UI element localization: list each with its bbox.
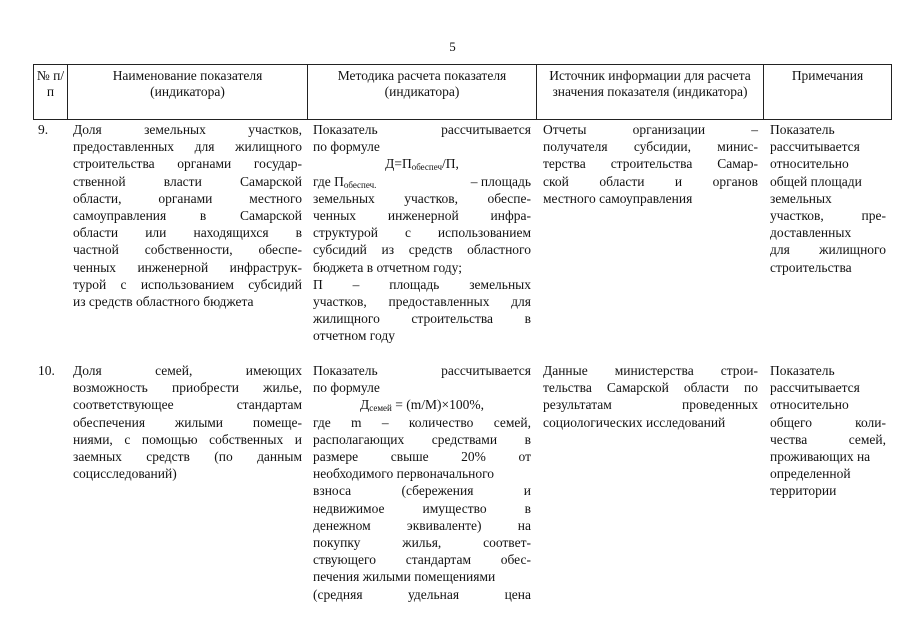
header-notes-label: Примечания <box>791 68 864 83</box>
note-line: общей площади <box>770 173 862 189</box>
name-line: турой с использованием субсидий <box>73 276 302 292</box>
note-line: Показатель <box>770 363 835 378</box>
header-method <box>307 64 537 120</box>
note-line: проживающих на <box>770 449 871 465</box>
method-line: ченных инженерной инфра- <box>313 208 531 224</box>
name-line: строительства органами государ- <box>73 156 302 172</box>
note-line: участков, пре- <box>770 208 886 224</box>
method-line: субсидий из средств областного <box>313 242 531 258</box>
source-line: результатам проведенных <box>543 397 758 413</box>
source-line: терства строительства Самар- <box>543 156 758 172</box>
formula-tail: /П, <box>442 156 459 172</box>
method-line: Показатель рассчитывается <box>313 363 531 378</box>
header-number-label: № п/п <box>36 68 65 99</box>
note-line: чества семей, <box>770 431 886 447</box>
row-9-source <box>543 121 758 207</box>
note-line: доставленных <box>770 225 852 241</box>
method-line <box>313 173 531 190</box>
method-line: покупку жилья, соответ- <box>313 535 531 551</box>
note-line: общего коли- <box>770 414 886 430</box>
header-method-label: Методика расчета показателя (индикатора) <box>337 68 507 99</box>
method-line: недвижимое имущество в <box>313 500 531 516</box>
name-line: Доля семей, имеющих <box>73 363 302 378</box>
method-line: Показатель рассчитывается <box>313 122 531 137</box>
name-line: из средств областного бюджета <box>73 294 254 310</box>
method-line: денежном эквиваленте) на <box>313 517 531 533</box>
formula-main: Д <box>360 397 370 413</box>
method-line: П – площадь земельных <box>313 276 531 292</box>
header-notes <box>763 64 892 120</box>
row-9-number: 9. <box>38 122 49 137</box>
row-10-method <box>313 362 531 603</box>
method-line: (средняя удельная цена <box>313 586 531 602</box>
name-line: ниями, с помощью собственных и <box>73 431 302 447</box>
header-indicator-name <box>67 64 308 120</box>
method-line: отчетном году <box>313 328 395 344</box>
method-line: участков, предоставленных для <box>313 294 531 310</box>
note-line: относительно <box>770 156 849 172</box>
row-9-indicator-name <box>73 121 302 310</box>
header-source-label: Источник информации для расчета значения показателя (индикатора) <box>549 68 751 99</box>
name-line: соответствующее стандартам <box>73 397 302 413</box>
method-line: жилищного строительства в <box>313 311 531 327</box>
method-line: печения жилыми помещениями <box>313 569 496 585</box>
note-line: земельных <box>770 190 832 206</box>
row-9-method <box>313 121 531 345</box>
source-line: ской области и органов <box>543 173 758 189</box>
source-line: тельства Самарской области по <box>543 380 758 396</box>
name-line: ственной власти Самарской <box>73 173 302 189</box>
source-line: социологических исследований <box>543 414 726 430</box>
row-9-note <box>770 121 886 276</box>
method-line: располагающих средствами в <box>313 431 531 447</box>
header-source <box>536 64 764 120</box>
def-b: – площадь <box>470 173 531 189</box>
method-line: бюджета в отчетном году; <box>313 259 463 275</box>
note-line: определенной <box>770 466 851 482</box>
source-line: Данные министерства строи- <box>543 363 758 378</box>
page-number: 5 <box>449 39 456 54</box>
formula <box>313 396 531 413</box>
def-a: где П <box>313 173 344 189</box>
def-start <box>313 173 376 190</box>
formula-main: Д=П <box>385 156 412 172</box>
name-line: обеспечения жилыми помеще- <box>73 414 302 430</box>
source-line: Отчеты организации – <box>543 122 758 137</box>
name-line: заемных средств (по данным <box>73 449 302 465</box>
method-line: размере свыше 20% от <box>313 449 531 465</box>
note-line: территории <box>770 483 837 499</box>
name-line: Доля земельных участков, <box>73 122 302 137</box>
row-10-number: 10. <box>38 363 55 378</box>
method-line: ствующего стандартам обес- <box>313 552 531 568</box>
name-line: частной собственности, обеспе- <box>73 242 302 258</box>
name-line: возможность приобрести жилье, <box>73 380 302 396</box>
source-line: получателя субсидии, минис- <box>543 139 758 155</box>
method-line: где m – количество семей, <box>313 414 531 430</box>
def-subscript: обеспеч. <box>343 179 377 190</box>
method-line: земельных участков, обеспе- <box>313 190 531 206</box>
name-line: ченных инженерной инфраструк- <box>73 259 302 275</box>
note-line: строительства <box>770 259 852 275</box>
method-line: структурой с использованием <box>313 225 531 241</box>
name-line: предоставленных для жилищного <box>73 139 302 155</box>
formula-tail: = (m/M)×100%, <box>391 397 484 413</box>
method-line: необходимого первоначального <box>313 466 495 482</box>
note-line: Показатель <box>770 122 835 137</box>
row-10-note <box>770 362 886 500</box>
note-line: относительно <box>770 397 849 413</box>
row-10-source <box>543 362 758 431</box>
method-line: по формуле <box>313 380 380 396</box>
method-line: по формуле <box>313 139 380 155</box>
name-line: области или находящихся в <box>73 225 302 241</box>
note-line: рассчитывается <box>770 139 860 155</box>
source-line: местного самоуправления <box>543 190 693 206</box>
formula-subscript: семей <box>369 403 392 414</box>
header-indicator-name-label: Наименование показателя (индикатора) <box>112 68 263 99</box>
name-line: социсследований) <box>73 466 177 482</box>
name-line: самоуправления в Самарской <box>73 208 302 224</box>
formula <box>313 155 531 172</box>
formula-subscript: обеспеч <box>411 162 442 173</box>
name-line: области, органами местного <box>73 190 302 206</box>
note-line: для жилищного <box>770 242 886 258</box>
row-10-indicator-name <box>73 362 302 482</box>
method-line: взноса (сбережения и <box>313 483 531 499</box>
header-number <box>33 64 68 120</box>
note-line: рассчитывается <box>770 380 860 396</box>
